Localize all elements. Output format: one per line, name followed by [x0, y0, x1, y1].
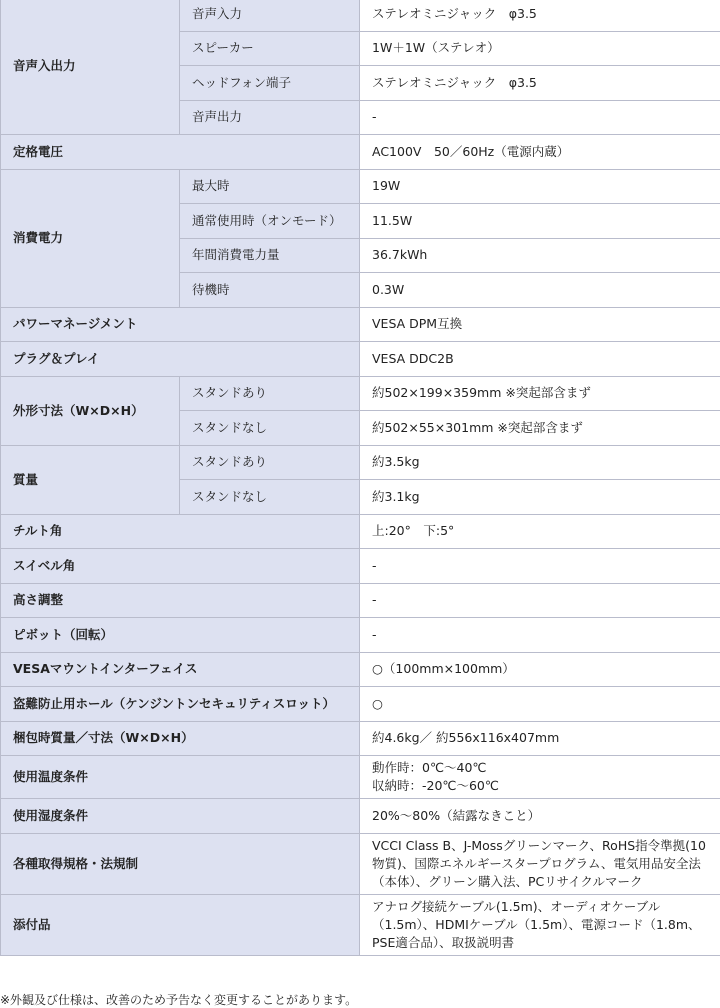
- spec-value: 約4.6kg／ 約556x116x407mm: [360, 721, 720, 756]
- spec-value: 約502×199×359mm ※突起部含まず: [360, 376, 720, 411]
- table-row: [1, 799, 720, 834]
- sub-label: ヘッドフォン端子: [180, 66, 360, 101]
- table-row: [1, 0, 720, 31]
- spec-value: 約502×55×301mm ※突起部含まず: [360, 411, 720, 446]
- row-label-security-slot: 盗難防止用ホール（ケンジントンセキュリティスロット）: [1, 687, 360, 722]
- sub-label: スピーカー: [180, 31, 360, 66]
- row-label-package: 梱包時質量／寸法（W×D×H）: [1, 721, 360, 756]
- row-label-plug-and-play: プラグ＆プレイ: [1, 342, 360, 377]
- table-row: [1, 687, 720, 722]
- sub-label: 最大時: [180, 169, 360, 204]
- spec-value: 20%～80%（結露なきこと）: [360, 799, 720, 834]
- spec-value: [360, 756, 720, 799]
- sub-label: スタンドなし: [180, 480, 360, 515]
- spec-value: 11.5W: [360, 204, 720, 239]
- sub-label: スタンドなし: [180, 411, 360, 446]
- spec-value: アナログ接続ケーブル(1.5m)、オーディオケーブル（1.5m）、HDMIケーブル（1.5m）、電源コード（1.8m、PSE適合品）、取扱説明書: [360, 894, 720, 955]
- row-label-height: 高さ調整: [1, 583, 360, 618]
- spec-value: 36.7kWh: [360, 238, 720, 273]
- table-row: [1, 894, 720, 955]
- spec-value: 約3.5kg: [360, 445, 720, 480]
- spec-value: 上:20° 下:5°: [360, 514, 720, 549]
- spec-value: 0.3W: [360, 273, 720, 308]
- spec-value: VCCI Class B、J-Mossグリーンマーク、RoHS指令準拠(10物質)、国際エネルギースタープログラム、電気用品安全法（本体）、グリーン購入法、PCリサイクルマーク: [360, 833, 720, 894]
- spec-value: 1W＋1W（ステレオ）: [360, 31, 720, 66]
- row-label-standards: 各種取得規格・法規制: [1, 833, 360, 894]
- spec-value: ○: [360, 687, 720, 722]
- temp-operating: 動作時：0℃～40℃: [372, 759, 709, 777]
- table-row: [1, 445, 720, 480]
- table-row: [1, 376, 720, 411]
- row-label-accessories: 添付品: [1, 894, 360, 955]
- table-row: [1, 833, 720, 894]
- row-label-voltage: 定格電圧: [1, 135, 360, 170]
- table-row: [1, 618, 720, 653]
- sub-label: スタンドあり: [180, 376, 360, 411]
- spec-value: ○（100mm×100mm）: [360, 652, 720, 687]
- sub-label: 音声出力: [180, 100, 360, 135]
- row-label-temperature: 使用温度条件: [1, 756, 360, 799]
- table-row: [1, 135, 720, 170]
- row-label-power: 消費電力: [1, 169, 180, 307]
- spec-value: ステレオミニジャック φ3.5: [360, 0, 720, 31]
- spec-value: VESA DDC2B: [360, 342, 720, 377]
- spec-value: -: [360, 583, 720, 618]
- table-row: [1, 342, 720, 377]
- table-row: [1, 756, 720, 799]
- table-row: [1, 583, 720, 618]
- table-row: [1, 652, 720, 687]
- spec-value: ステレオミニジャック φ3.5: [360, 66, 720, 101]
- spec-value: -: [360, 549, 720, 584]
- spec-value: -: [360, 618, 720, 653]
- sub-label: スタンドあり: [180, 445, 360, 480]
- table-row: [1, 721, 720, 756]
- spec-value: AC100V 50／60Hz（電源内蔵）: [360, 135, 720, 170]
- row-label-power-management: パワーマネージメント: [1, 307, 360, 342]
- spec-value: VESA DPM互換: [360, 307, 720, 342]
- spec-value: 19W: [360, 169, 720, 204]
- table-row: [1, 169, 720, 204]
- table-row: [1, 307, 720, 342]
- sub-label: 通常使用時（オンモード）: [180, 204, 360, 239]
- sub-label: 待機時: [180, 273, 360, 308]
- row-label-audio: 音声入出力: [1, 0, 180, 135]
- row-label-tilt: チルト角: [1, 514, 360, 549]
- spec-value: -: [360, 100, 720, 135]
- spec-value: 約3.1kg: [360, 480, 720, 515]
- table-row: [1, 514, 720, 549]
- sub-label: 年間消費電力量: [180, 238, 360, 273]
- row-label-vesa: VESAマウントインターフェイス: [1, 652, 360, 687]
- row-label-humidity: 使用湿度条件: [1, 799, 360, 834]
- row-label-weight: 質量: [1, 445, 180, 514]
- sub-label: 音声入力: [180, 0, 360, 31]
- temp-storage: 収納時：-20℃～60℃: [372, 777, 709, 795]
- footnote: ※外観及び仕様は、改善のため予告なく変更することがあります。: [0, 991, 357, 1008]
- row-label-swivel: スイベル角: [1, 549, 360, 584]
- table-row: [1, 549, 720, 584]
- row-label-pivot: ピボット（回転）: [1, 618, 360, 653]
- row-label-dimensions: 外形寸法（W×D×H）: [1, 376, 180, 445]
